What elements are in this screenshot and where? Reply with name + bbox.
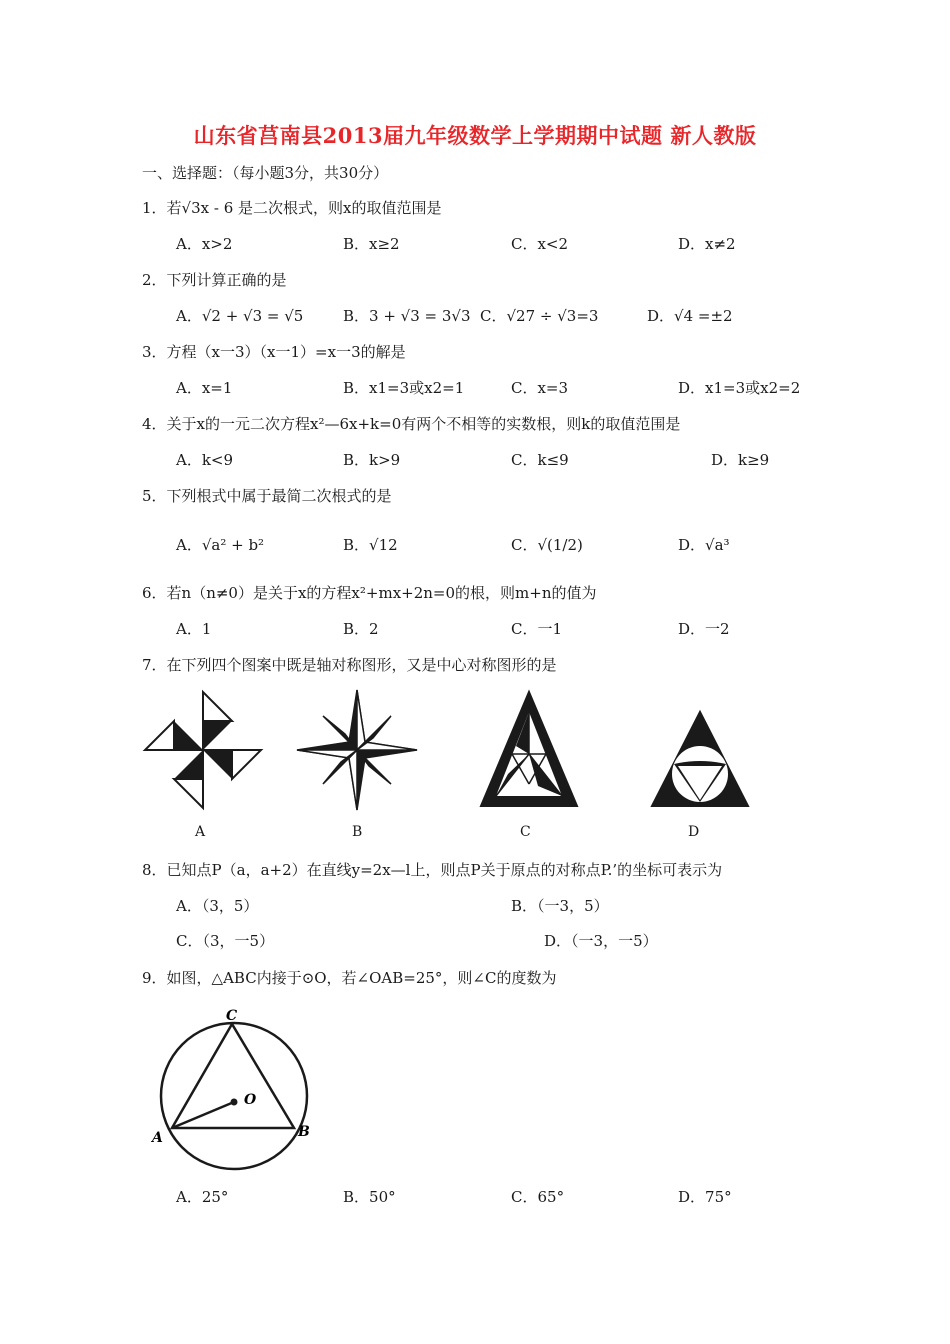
q3-option-b: B．x1=3或x2=1	[343, 379, 465, 397]
figure-c-triangle-pattern	[478, 688, 580, 812]
q5-option-b: B．√12	[343, 536, 398, 554]
q9-option-c: C．65°	[511, 1188, 565, 1206]
section-heading: 一、选择题：（每小题3分，共30分）	[142, 164, 389, 182]
q5-option-c: C．√(1/2)	[511, 536, 583, 554]
q9-option-d: D．75°	[678, 1188, 732, 1206]
label-a: A	[152, 1130, 163, 1146]
label-o: O	[244, 1092, 257, 1108]
q5-option-d: D．√a³	[678, 536, 730, 554]
q1-option-b: B．x≥2	[343, 235, 400, 253]
figure-c-label: C	[520, 824, 531, 840]
q2-option-c: C．√27 ÷ √3=3	[480, 307, 599, 325]
question-8-stem: 8．已知点P（a，a+2）在直线y=2x—l上，则点P关于原点的对称点P.’的坐标可表示为	[142, 861, 723, 879]
q3-option-c: C．x=3	[511, 379, 569, 397]
q4-option-a: A．k<9	[176, 451, 234, 469]
figure-d-label: D	[688, 824, 700, 840]
figure-9-circle-triangle	[148, 1000, 318, 1172]
q4-option-c: C．k≤9	[511, 451, 569, 469]
q8-option-a: A．（3，5）	[176, 897, 259, 915]
q3-option-a: A．x=1	[176, 379, 233, 397]
q2-option-d: D．√4 =±2	[647, 307, 733, 325]
q4-option-d: D．k≥9	[711, 451, 770, 469]
question-5-stem: 5．下列根式中属于最简二次根式的是	[142, 487, 392, 505]
q2-option-a: A．√2 + √3 = √5	[176, 307, 304, 325]
q6-option-b: B．2	[343, 620, 379, 638]
figure-a-label: A	[195, 824, 206, 840]
q9-option-a: A．25°	[176, 1188, 229, 1206]
figure-a-pinwheel	[142, 688, 264, 812]
figure-d-triangle-circle	[648, 708, 752, 812]
question-3-stem: 3．方程（x一3）（x一1）=x一3的解是	[142, 343, 406, 361]
q8-option-d: D．（一3，一5）	[544, 932, 658, 950]
q1-option-d: D．x≠2	[678, 235, 736, 253]
question-4-stem: 4．关于x的一元二次方程x²—6x+k=0有两个不相等的实数根，则k的取值范围是	[142, 415, 681, 433]
q9-option-b: B．50°	[343, 1188, 396, 1206]
question-2-stem: 2．下列计算正确的是	[142, 271, 287, 289]
q8-option-c: C．（3，一5）	[176, 932, 275, 950]
label-c: C	[226, 1008, 238, 1024]
q6-option-d: D．一2	[678, 620, 730, 638]
page-title: 山东省莒南县2013届九年级数学上学期期中试题 新人教版	[193, 123, 757, 148]
q2-option-b: B．3 + √3 = 3√3	[343, 307, 471, 325]
figure-b-label: B	[352, 824, 363, 840]
question-6-stem: 6．若n（n≠0）是关于x的方程x²+mx+2n=0的根，则m+n的值为	[142, 584, 597, 602]
question-1-stem: 1．若√3x - 6 是二次根式，则x的取值范围是	[142, 199, 442, 217]
question-7-stem: 7．在下列四个图案中既是轴对称图形，又是中心对称图形的是	[142, 656, 557, 674]
q5-option-a: A．√a² + b²	[176, 536, 265, 554]
q8-option-b: B．（一3，5）	[511, 897, 609, 915]
q6-option-c: C．一1	[511, 620, 563, 638]
question-9-stem: 9．如图，△ABC内接于⊙O，若∠OAB=25°，则∠C的度数为	[142, 969, 557, 987]
q4-option-b: B．k>9	[343, 451, 401, 469]
q6-option-a: A．1	[176, 620, 212, 638]
figure-b-star	[295, 688, 419, 812]
label-b: B	[298, 1124, 310, 1140]
q3-option-d: D．x1=3或x2=2	[678, 379, 801, 397]
q1-option-a: A．x>2	[176, 235, 233, 253]
q1-option-c: C．x<2	[511, 235, 569, 253]
